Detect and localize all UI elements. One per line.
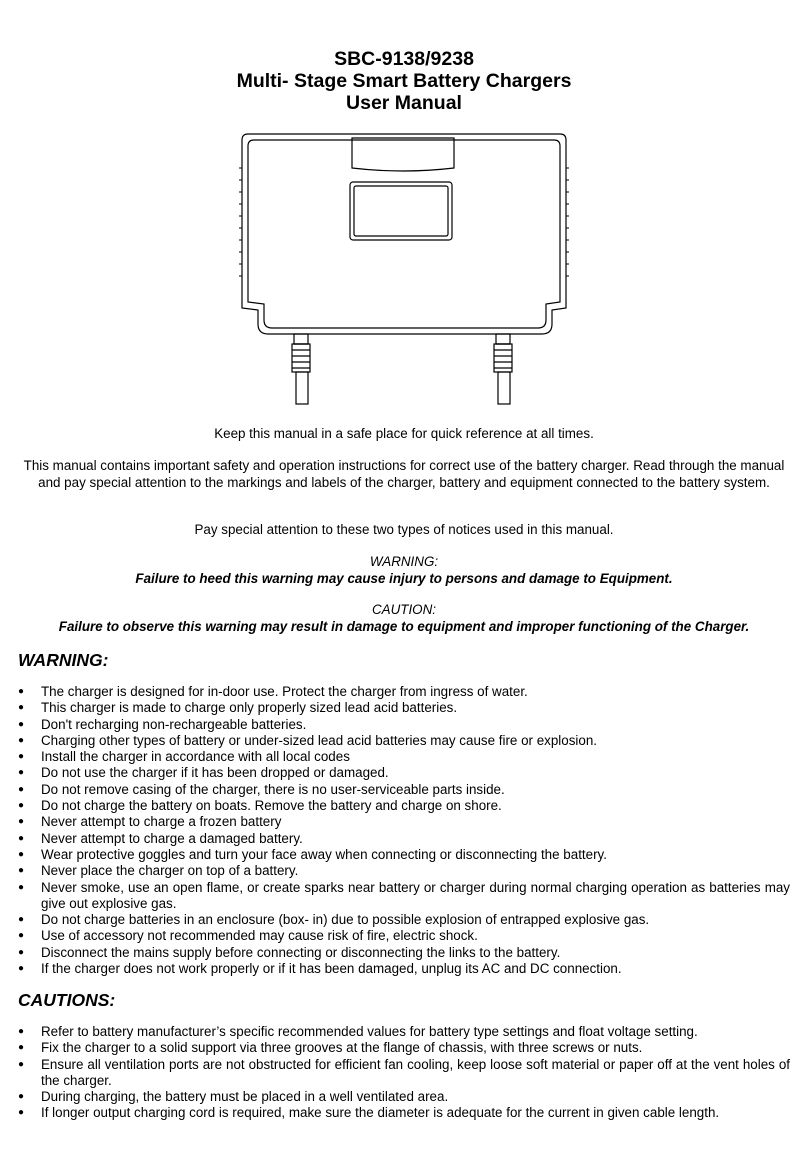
list-item: ● Install the charger in accordance with all local codes bbox=[18, 749, 790, 765]
list-item: ● Do not charge the battery on boats. Remove the battery and charge on shore. bbox=[18, 798, 790, 814]
list-item: ● Ensure all ventilation ports are not obstructed for efficient fan cooling, keep loose soft material or paper off at the vent holes of the charger. bbox=[18, 1057, 790, 1090]
list-item: ● Do not remove casing of the charger, there is no user-serviceable parts inside. bbox=[18, 782, 790, 798]
keep-manual-text: Keep this manual in a safe place for quick reference at all times. bbox=[214, 426, 594, 441]
warning-notice-text: Failure to heed this warning may cause injury to persons and damage to Equipment. bbox=[135, 570, 673, 586]
list-item: ● If longer output charging cord is required, make sure the diameter is adequate for the current in given cable length. bbox=[18, 1105, 790, 1121]
manual-contains-text: This manual contains important safety and operation instructions for correct use of the battery charger. Read through the manual and pay special attention to the markings and labels of the charger, battery and equipment connected to the battery system. bbox=[23, 458, 785, 490]
list-item: ● The charger is designed for in-door use. Protect the charger from ingress of water. bbox=[18, 684, 790, 700]
warning-notice bbox=[0, 554, 808, 587]
caution-notice-title: CAUTION: bbox=[372, 602, 436, 617]
list-item: ● Fix the charger to a solid support via three grooves at the flange of chassis, with three screws or nuts. bbox=[18, 1040, 790, 1056]
list-item: ● Don't recharging non-rechargeable batteries. bbox=[18, 717, 790, 733]
title-model: SBC-9138/9238 bbox=[334, 48, 474, 70]
list-item: ● Use of accessory not recommended may cause risk of fire, electric shock. bbox=[18, 928, 790, 944]
caution-notice bbox=[0, 602, 808, 635]
list-item: ● Charging other types of battery or under-sized lead acid batteries may cause fire or explosion. bbox=[18, 733, 790, 749]
list-item: ● Wear protective goggles and turn your face away when connecting or disconnecting the battery. bbox=[18, 847, 790, 863]
title-manual: User Manual bbox=[346, 92, 462, 114]
document-title bbox=[0, 48, 808, 114]
list-item: ● Never place the charger on top of a battery. bbox=[18, 863, 790, 879]
warning-section-heading: WARNING: bbox=[18, 650, 109, 670]
cautions-list bbox=[18, 1024, 790, 1122]
list-item: ● Disconnect the mains supply before connecting or disconnecting the links to the battery. bbox=[18, 945, 790, 961]
pay-attention-text: Pay special attention to these two types of notices used in this manual. bbox=[194, 522, 614, 537]
list-item: ● During charging, the battery must be placed in a well ventilated area. bbox=[18, 1089, 790, 1105]
list-item: ● Do not charge batteries in an enclosure (box- in) due to possible explosion of entrapped explosive gas. bbox=[18, 912, 790, 928]
warning-list bbox=[18, 684, 790, 977]
list-item: ● If the charger does not work properly or if it has been damaged, unplug its AC and DC connection. bbox=[18, 961, 790, 977]
warning-notice-title: WARNING: bbox=[369, 554, 439, 569]
list-item: ● This charger is made to charge only properly sized lead acid batteries. bbox=[18, 700, 790, 716]
list-item: ● Never attempt to charge a frozen battery bbox=[18, 814, 790, 830]
caution-notice-text: Failure to observe this warning may result in damage to equipment and improper functioning of the Charger. bbox=[58, 618, 750, 634]
cautions-section-heading: CAUTIONS: bbox=[18, 990, 116, 1010]
list-item: ● Never attempt to charge a damaged battery. bbox=[18, 831, 790, 847]
list-item: ● Never smoke, use an open flame, or create sparks near battery or charger during normal charging operation as batteries may give out explosive gas. bbox=[18, 880, 790, 913]
charger-illustration bbox=[230, 128, 580, 410]
list-item: ● Do not use the charger if it has been dropped or damaged. bbox=[18, 765, 790, 781]
title-product: Multi- Stage Smart Battery Chargers bbox=[236, 70, 572, 92]
list-item: ● Refer to battery manufacturer’s specific recommended values for battery type settings and float voltage setting. bbox=[18, 1024, 790, 1040]
